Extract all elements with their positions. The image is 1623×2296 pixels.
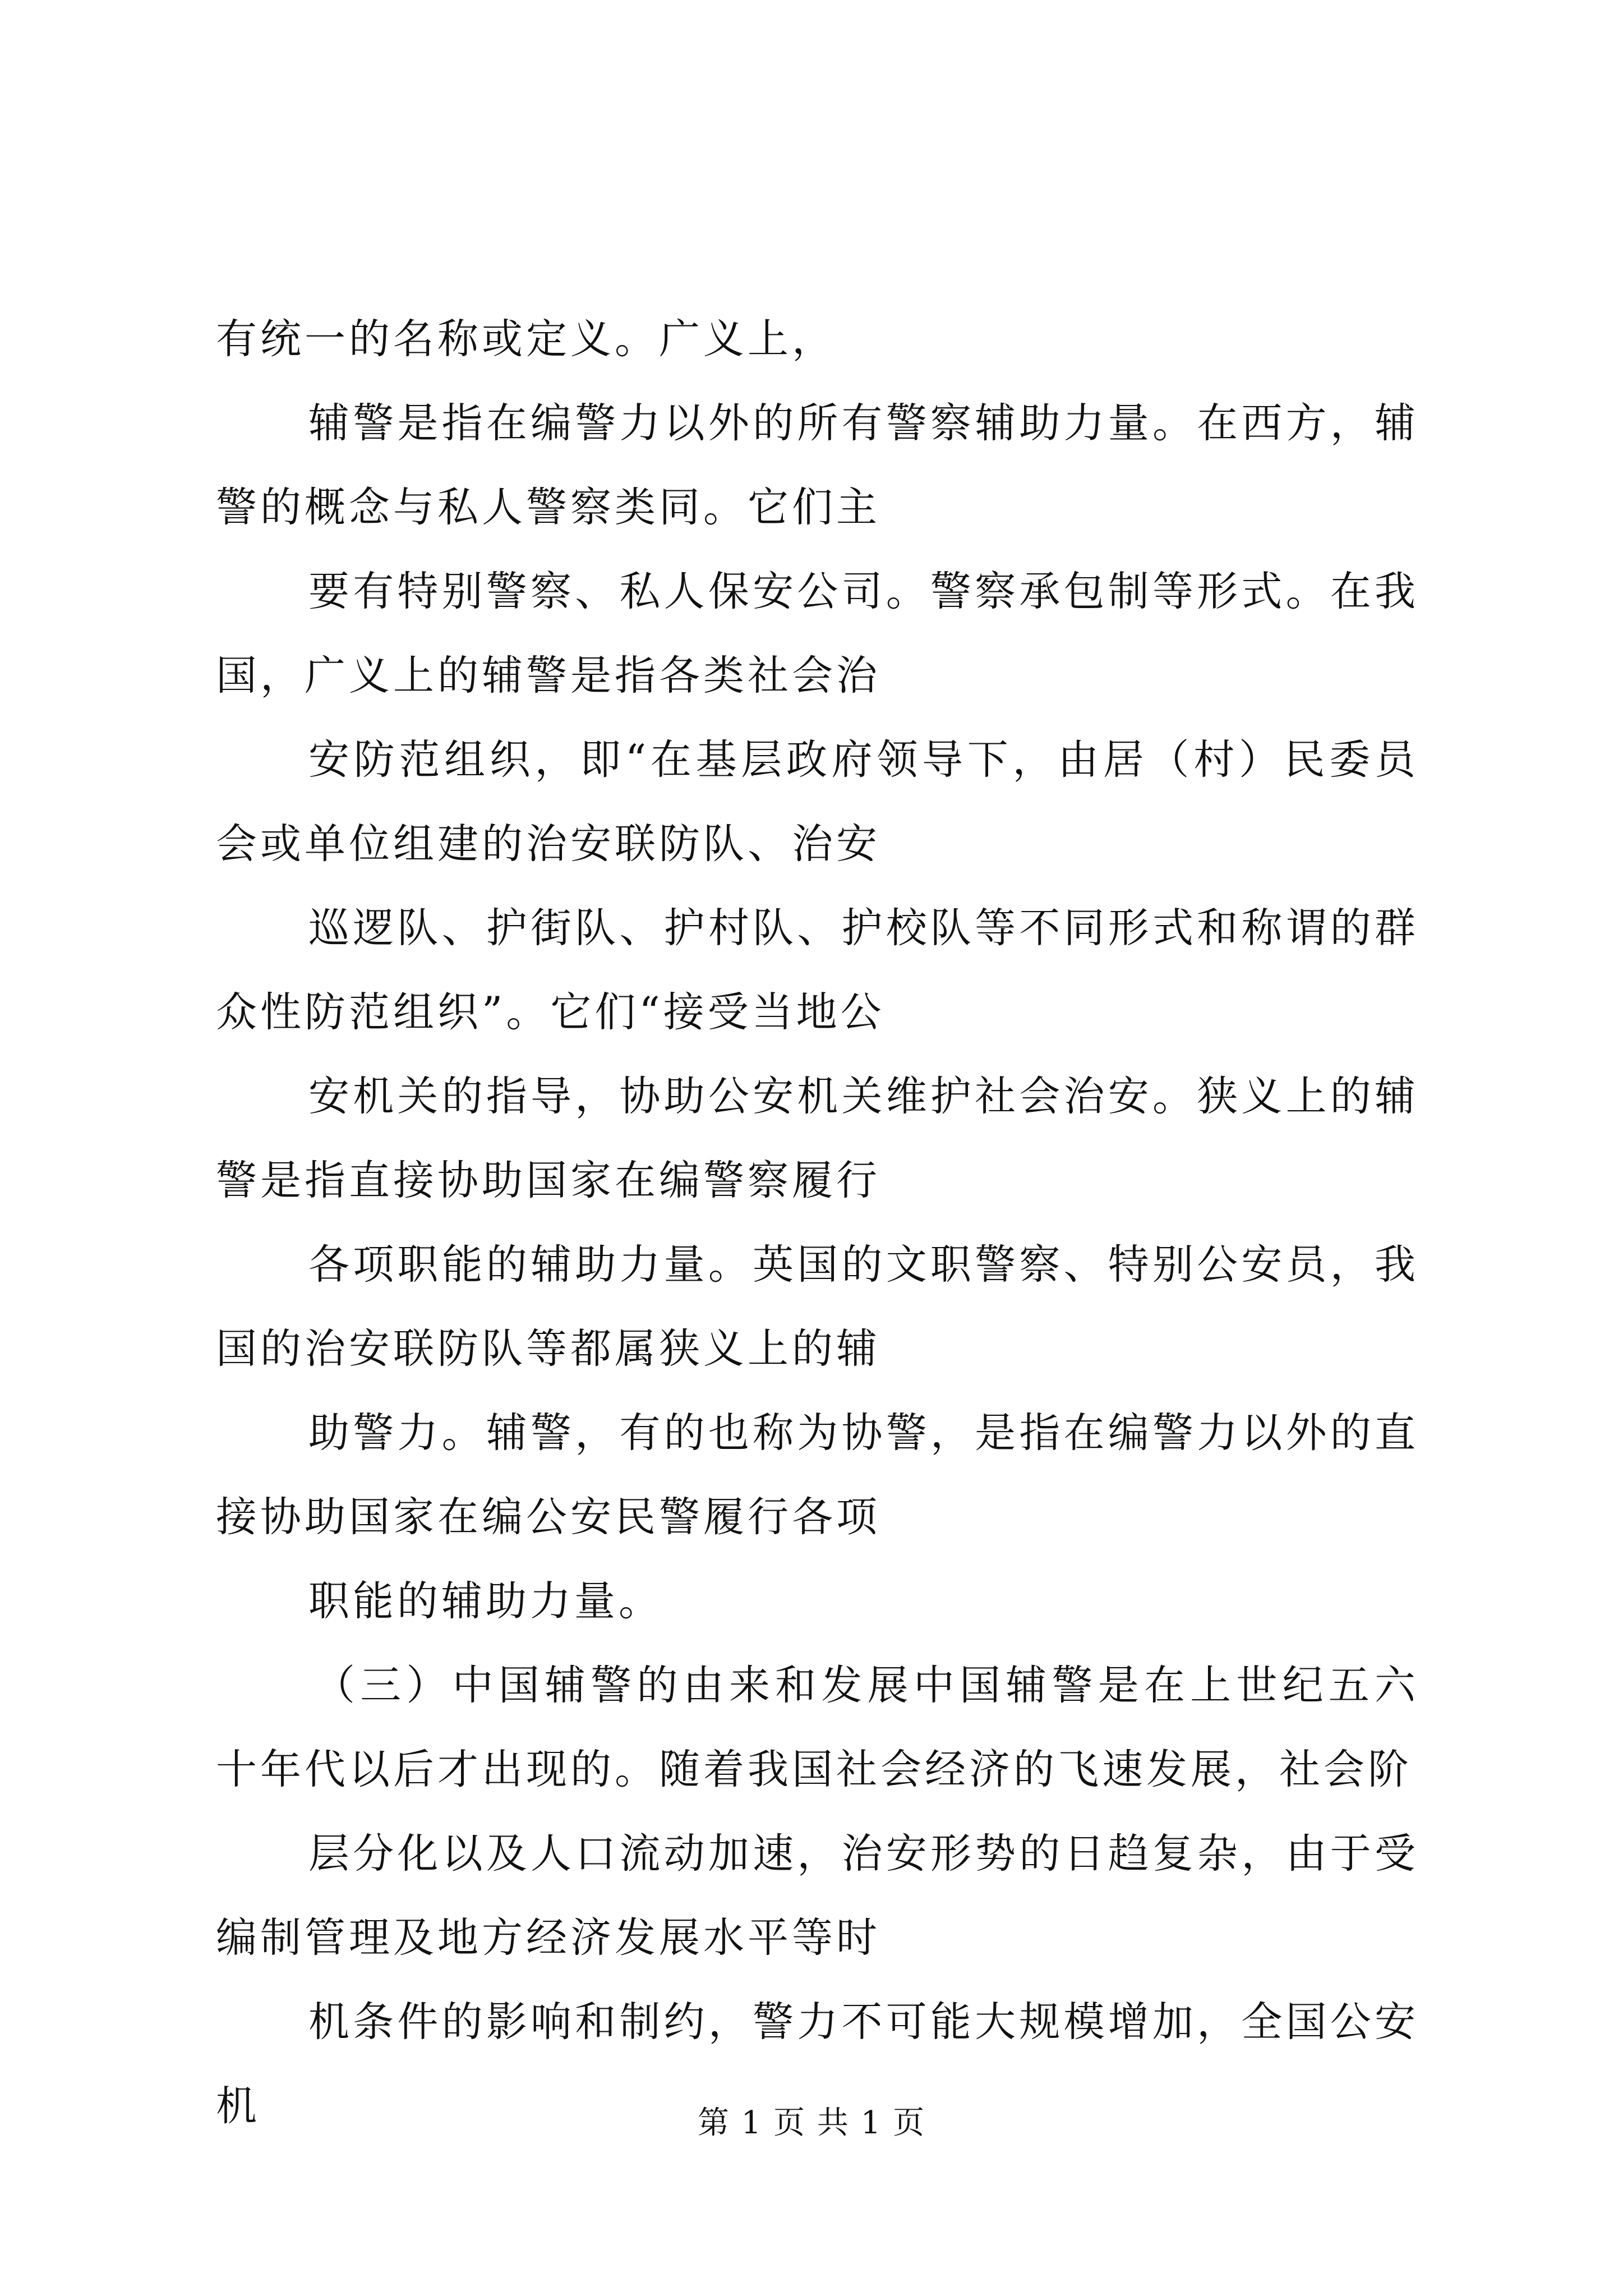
paragraph-10: （三）中国辅警的由来和发展中国辅警是在上世纪五六十年代以后才出现的。随着我国社会经济的飞速发展，社会阶 <box>216 1662 1419 1793</box>
paragraph-5: 巡逻队、护街队、护村队、护校队等不同形式和称谓的群众性防范组织”。它们“接受当地公 <box>216 904 1419 1036</box>
paragraph-7: 各项职能的辅助力量。英国的文职警察、特别公安员，我国的治安联防队等都属狭义上的辅 <box>216 1241 1419 1373</box>
paragraph-9: 职能的辅助力量。 <box>308 1577 663 1625</box>
paragraph-6: 安机关的指导，协助公安机关维护社会治安。狭义上的辅警是指直接协助国家在编警察履行 <box>216 1073 1419 1204</box>
page-footer <box>0 2101 1623 2146</box>
paragraph-2: 辅警是指在编警力以外的所有警察辅助力量。在西方，辅警的概念与私人警察类同。它们主 <box>216 399 1419 531</box>
page-number-label: 第 1 页 共 1 页 <box>697 2105 926 2141</box>
paragraph-1: 有统一的名称或定义。广义上， <box>216 315 836 363</box>
paragraph-8: 助警力。辅警，有的也称为协警，是指在编警力以外的直接协助国家在编公安民警履行各项 <box>216 1409 1419 1541</box>
paragraph-3: 要有特别警察、私人保安公司。警察承包制等形式。在我国，广义上的辅警是指各类社会治 <box>216 568 1419 700</box>
paragraph-4: 安防范组织，即“在基层政府领导下，由居（村）民委员会或单位组建的治安联防队、治安 <box>216 736 1419 868</box>
paragraph-11: 层分化以及人口流动加速，治安形势的日趋复杂，由于受编制管理及地方经济发展水平等时 <box>216 1830 1419 1962</box>
paragraph-12: 机条件的影响和制约，警力不可能大规模增加，全国公安机 <box>216 1998 1419 2130</box>
document-body <box>216 297 1419 2148</box>
